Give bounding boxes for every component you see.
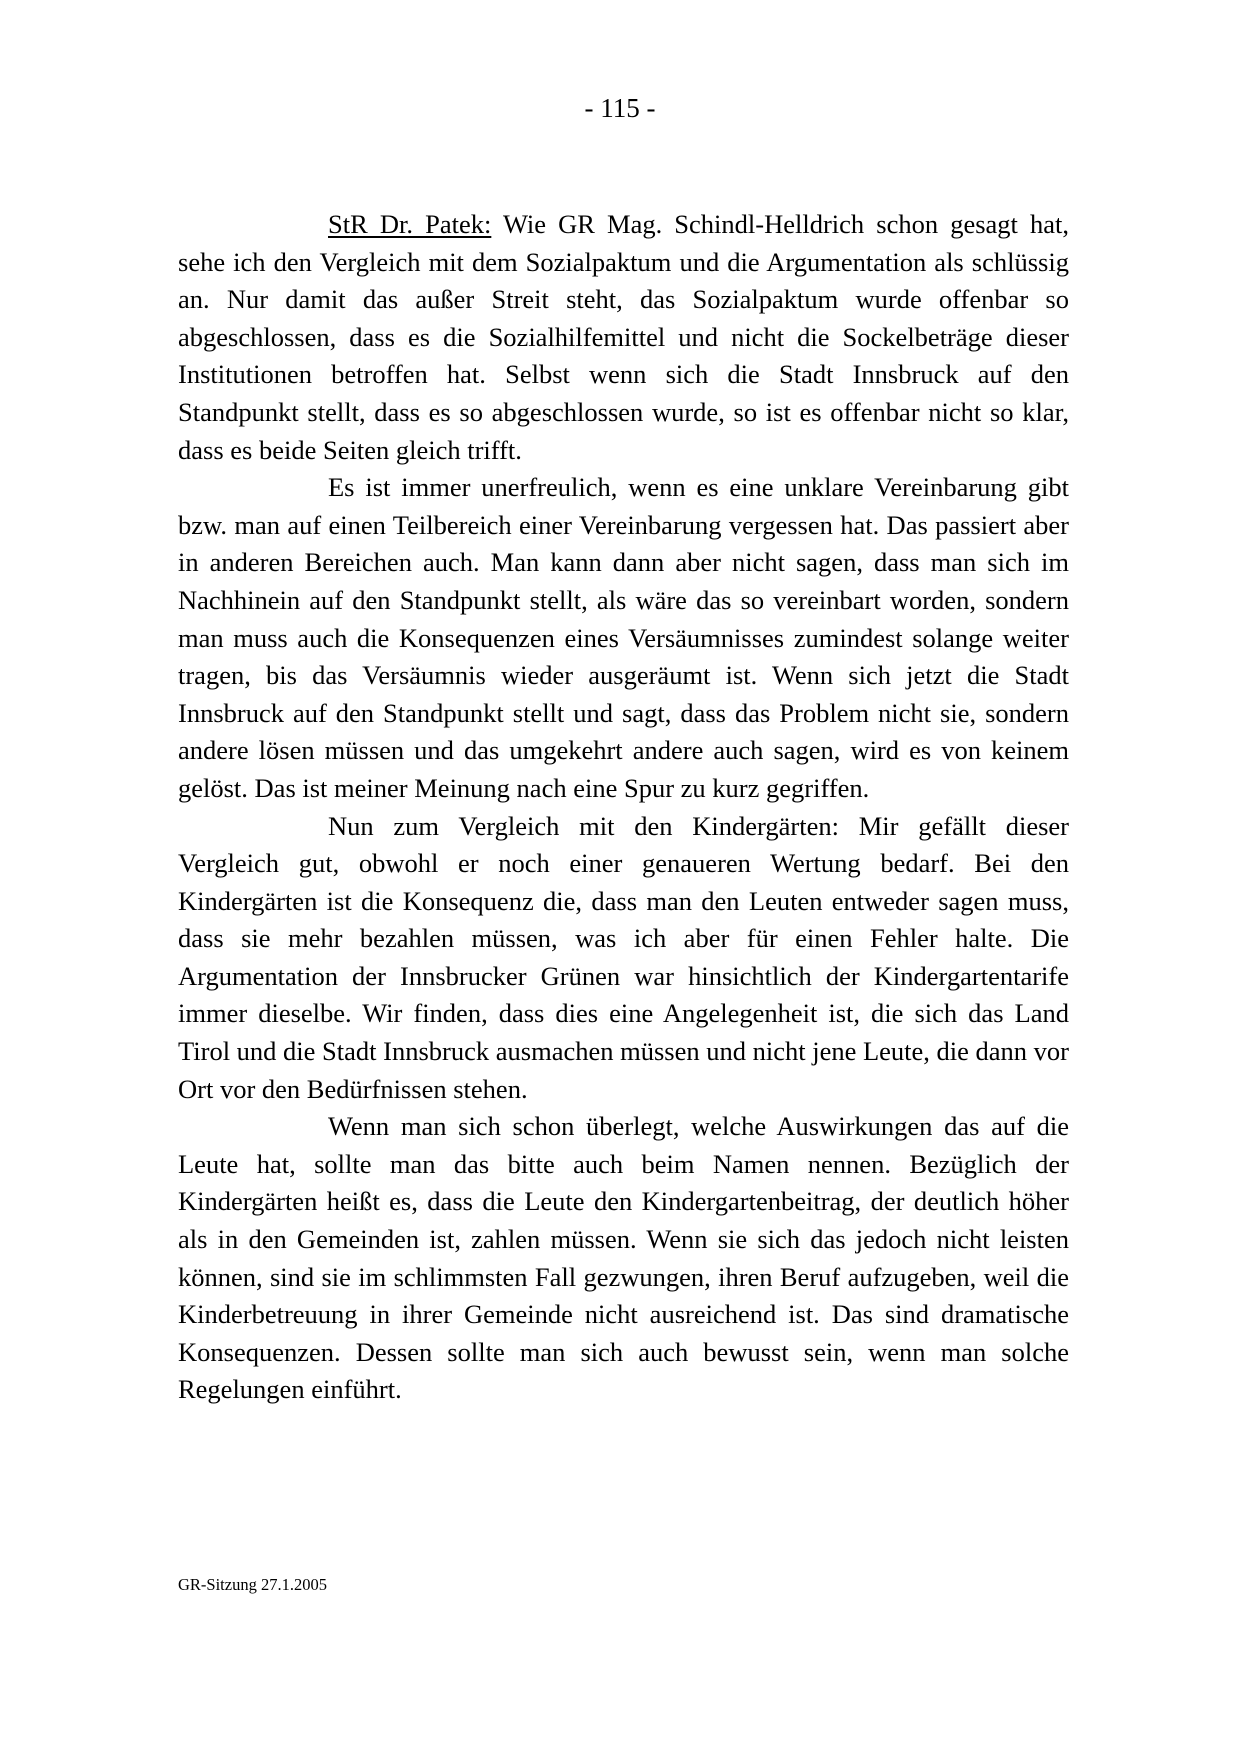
speaker-name: StR Dr. Patek: xyxy=(328,209,492,239)
paragraph: Es ist immer unerfreulich, wenn es eine unklare Vereinbarung gibt bzw. man auf einen Teilbereich einer Vereinbarung vergessen hat. Das passiert aber in anderen Bereichen auch. Man kann dann aber nicht sagen, dass man sich im Nachhinein auf den Standpunkt stellt, als wäre das so vereinbart worden, sondern man muss auch die Konsequenzen eines Versäumnisses zumindest solange weiter tragen, bis das Versäumnis wieder ausgeräumt ist. Wenn sich jetzt die Stadt Innsbruck auf den Standpunkt stellt und sagt, dass das Problem nicht sie, sondern andere lösen müssen und das umgekehrt andere auch sagen, wird es von keinem gelöst. Das ist meiner Meinung nach eine Spur zu kurz gegriffen. xyxy=(178,472,1069,803)
paragraph-text: Wie GR Mag. Schindl-Helldrich schon gesagt hat, sehe ich den Vergleich mit dem Sozialpaktum und die Argumentation als schlüssig an. Nur damit das außer Streit steht, das Sozialpaktum wurde offenbar so abgeschlossen, dass es die Sozialhilfemittel und nicht die Sockelbeträge dieser Institutionen betroffen hat. Selbst wenn sich die Stadt Innsbruck auf den Standpunkt stellt, dass es so abgeschlossen wurde, so ist es offenbar nicht so klar, dass es beide Seiten gleich trifft. xyxy=(178,209,1069,465)
document-body xyxy=(178,206,1069,1409)
page-number: - 115 - xyxy=(584,93,656,123)
paragraph: Nun zum Vergleich mit den Kindergärten: Mir gefällt dieser Vergleich gut, obwohl er noch einer genaueren Wertung bedarf. Bei den Kindergärten ist die Konsequenz die, dass man den Leuten entweder sagen muss, dass sie mehr bezahlen müssen, was ich aber für einen Fehler halte. Die Argumentation der Innsbrucker Grünen war hinsichtlich der Kindergartentarife immer dieselbe. Wir finden, dass dies eine Angelegenheit ist, die sich das Land Tirol und die Stadt Innsbruck ausmachen müssen und nicht jene Leute, die dann vor Ort vor den Bedürfnissen stehen. xyxy=(178,810,1070,1104)
paragraph xyxy=(178,206,1069,469)
paragraph: Wenn man sich schon überlegt, welche Auswirkungen das auf die Leute hat, sollte man das bitte auch beim Namen nennen. Bezüglich der Kindergärten heißt es, dass die Leute den Kindergartenbeitrag, der deutlich höher als in den Gemeinden ist, zahlen müssen. Wenn sie sich das jedoch nicht leisten können, sind sie im schlimmsten Fall gezwungen, ihren Beruf aufzugeben, weil die Kinderbetreuung in ihrer Gemeinde nicht ausreichend ist. Das sind dramatische Konsequenzen. Dessen sollte man sich auch bewusst sein, wenn man solche Regelungen einführt. xyxy=(178,1111,1069,1405)
footer-session-date: GR-Sitzung 27.1.2005 xyxy=(178,1575,327,1594)
